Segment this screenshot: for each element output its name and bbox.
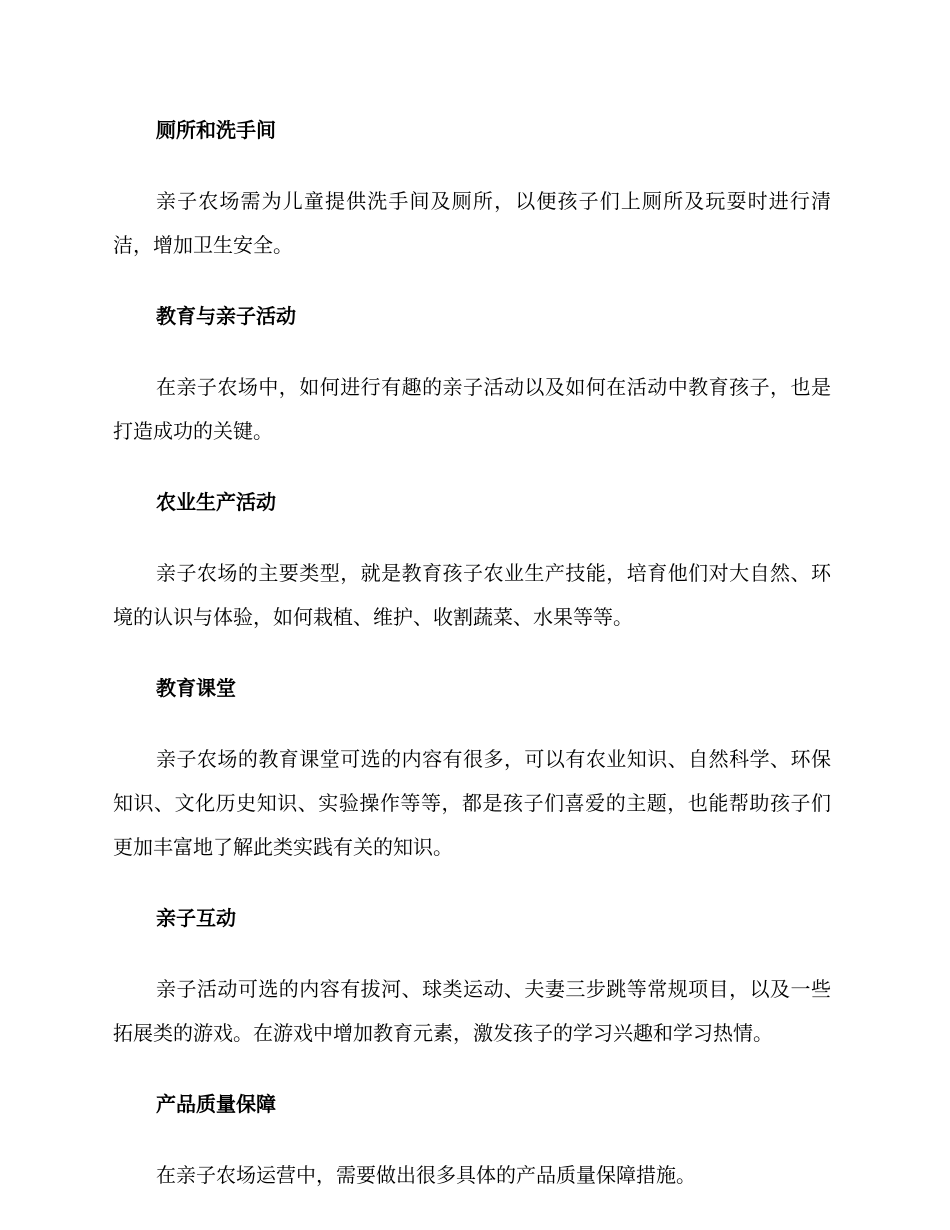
section-paragraph-restrooms: 亲子农场需为儿童提供洗手间及厕所，以便孩子们上厕所及玩耍时进行清洁，增加卫生安全。 [113,189,831,257]
section-paragraph-agriculture: 亲子农场的主要类型，就是教育孩子农业生产技能，培育他们对大自然、环境的认识与体验，如何栽植、维护、收割蔬菜、水果等等。 [113,561,831,629]
section-paragraph-classroom: 亲子农场的教育课堂可选的内容有很多，可以有农业知识、自然科学、环保知识、文化历史知识、实验操作等等，都是孩子们喜爱的主题，也能帮助孩子们更加丰富地了解此类实践有关的知识。 [113,747,831,859]
document-body [113,108,831,1197]
section-heading-restrooms: 厕所和洗手间 [156,118,276,142]
section-paragraph-quality-assurance: 在亲子农场运营中，需要做出很多具体的产品质量保障措施。 [156,1163,696,1187]
section-paragraph-education-activities: 在亲子农场中，如何进行有趣的亲子活动以及如何在活动中教育孩子，也是打造成功的关键。 [113,375,831,443]
section-heading-parent-child-interaction: 亲子互动 [156,906,236,930]
section-heading-agriculture: 农业生产活动 [156,490,276,514]
section-heading-education-activities: 教育与亲子活动 [156,304,296,328]
section-heading-classroom: 教育课堂 [156,676,236,700]
section-heading-quality-assurance: 产品质量保障 [156,1092,276,1116]
section-paragraph-parent-child-interaction: 亲子活动可选的内容有拔河、球类运动、夫妻三步跳等常规项目，以及一些拓展类的游戏。在游戏中增加教育元素，激发孩子的学习兴趣和学习热情。 [113,977,831,1045]
